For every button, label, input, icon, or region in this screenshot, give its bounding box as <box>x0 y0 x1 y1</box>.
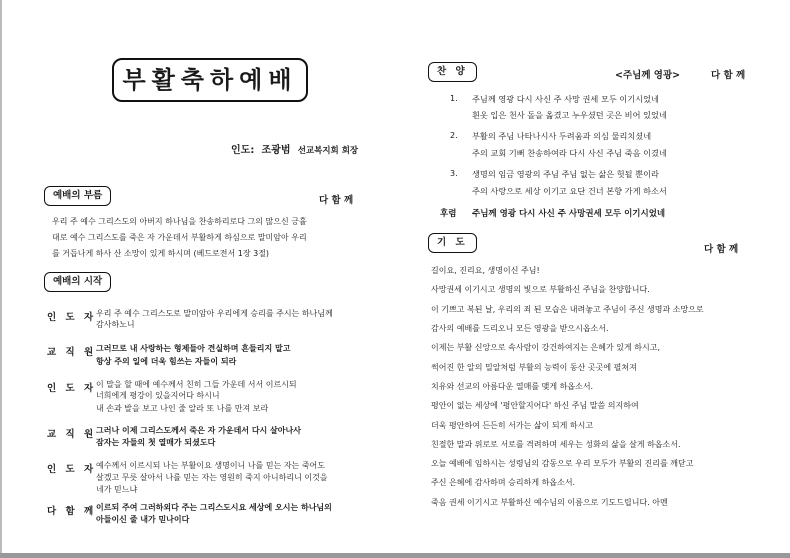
opening-line-5-1: 예수께서 이르시되 나는 부활이요 생명이니 나를 믿는 자는 죽어도 <box>96 461 325 470</box>
opening-line-4-1: 그러나 이제 그리스도께서 죽은 자 가운데서 다시 살아나사 <box>96 426 301 435</box>
opening-line-4-2: 잠자는 자들의 첫 열매가 되셨도다 <box>96 438 216 447</box>
call-to-worship-response: 다 함 께 <box>319 195 354 206</box>
page-title: 부활축하예배 <box>112 58 308 102</box>
hymn-heading: 찬 양 <box>428 62 477 82</box>
opening-who-4: 교 직 원 <box>47 429 97 440</box>
opening-line-6-2: 아들이신 줄 내가 믿나이다 <box>96 515 190 524</box>
hymn-response: 다 함 께 <box>711 70 746 81</box>
scan-edge-left <box>0 0 2 558</box>
hymn-verse-2-line-2: 주의 교회 기뻐 찬송하여라 다시 사신 주님 죽음 이겼네 <box>472 148 667 158</box>
hymn-verse-number-2: 2. <box>450 131 458 140</box>
prayer-line-12: 주신 은혜에 감사하며 승리하게 하옵소서. <box>431 478 576 487</box>
call-to-worship-line-2: 대로 예수 그리스도를 죽은 자 가운데서 부활하게 하심으로 말미암아 우리 <box>52 233 307 242</box>
prayer-line-5: 이제는 부활 신앙으로 속사람이 강건하여지는 은혜가 있게 하시고, <box>431 343 660 352</box>
prayer-line-3: 이 기쁘고 복된 날, 우리의 죄 된 모습은 내려놓고 주님이 주신 생명과 소망으로 <box>431 305 704 314</box>
opening-who-6: 다 함 께 <box>47 506 97 517</box>
prayer-line-13: 죽음 권세 이기시고 부활하신 예수님의 이름으로 기도드립니다. 아멘 <box>431 498 668 507</box>
prayer-line-9: 더욱 평안하여 든든히 서가는 삶이 되게 하시고 <box>431 421 594 430</box>
call-to-worship-line-1: 우리 주 예수 그리스도의 아버지 하나님을 찬송하리로다 그의 많으신 긍휼 <box>52 217 307 226</box>
hymn-refrain: 주님께 영광 다시 사신 주 사망권세 모두 이기시었네 <box>472 209 666 219</box>
call-to-worship-heading: 예배의 부름 <box>44 186 111 206</box>
opening-line-2-2: 항상 주의 일에 더욱 힘쓰는 자들이 되라 <box>96 357 237 366</box>
hymn-verse-3-line-2: 주의 사랑으로 세상 이기고 요단 건너 본향 가게 하소서 <box>472 186 667 196</box>
opening-line-1-2: 감사하노니 <box>96 320 135 329</box>
opening-who-3: 인 도 자 <box>47 383 97 394</box>
opening-line-5-3: 네가 믿느냐 <box>96 485 138 494</box>
prayer-line-6: 썩어진 한 알의 밀알처럼 부활의 능력이 동산 곳곳에 펼쳐져 <box>431 363 637 372</box>
opening-line-6-1: 이르되 주여 그러하외다 주는 그리스도시요 세상에 오시는 하나님의 <box>96 503 332 512</box>
leader-label: 인도: <box>231 145 255 156</box>
opening-line-3-2: 너희에게 평강이 있을지어다 하시니 <box>96 391 220 400</box>
hymn-verse-number-1: 1. <box>450 94 458 103</box>
opening-line-1-1: 우리 주 예수 그리스도로 말미암아 우리에게 승리를 주시는 하나님께 <box>96 309 333 318</box>
prayer-line-4: 감사의 예배를 드리오니 모든 영광을 받으시옵소서. <box>431 324 609 333</box>
prayer-response: 다 함 께 <box>704 244 739 255</box>
prayer-line-10: 친절한 말과 위로로 서로를 격려하며 세우는 성화의 삶을 살게 하옵소서. <box>431 440 681 449</box>
leader-title: 선교복지회 회장 <box>297 146 359 156</box>
prayer-heading: 기 도 <box>428 233 477 253</box>
prayer-line-2: 사망권세 이기시고 생명의 빛으로 부활하신 주님을 찬양합니다. <box>431 285 650 294</box>
hymn-verse-1-line-2: 흰옷 입은 천사 돌을 옮겼고 누우셨던 곳은 비어 있었네 <box>472 110 667 120</box>
opening-who-2: 교 직 원 <box>47 347 97 358</box>
scan-edge-bottom <box>0 553 790 558</box>
prayer-line-7: 치유와 선교의 아름다운 열매를 맺게 하옵소서. <box>431 382 594 391</box>
hymn-refrain-label: 후렴 <box>440 209 457 219</box>
opening-line-3-3: 내 손과 발을 보고 나인 줄 알라 또 나를 만져 보라 <box>96 404 269 413</box>
hymn-verse-number-3: 3. <box>450 169 458 178</box>
opening-heading: 예배의 시작 <box>44 272 111 292</box>
hymn-verse-2-line-1: 부활의 주님 나타나시사 두려움과 의심 물리치셨네 <box>472 131 652 141</box>
prayer-line-8: 평안이 없는 세상에 '평안할지어다' 하신 주님 말씀 의지하여 <box>431 401 639 410</box>
opening-who-1: 인 도 자 <box>47 312 97 323</box>
hymn-verse-3-line-1: 생명의 임금 영광의 주님 주님 없는 삶은 헛될 뿐이라 <box>472 169 659 179</box>
opening-line-2-1: 그러므로 내 사랑하는 형제들아 견실하며 흔들리지 말고 <box>96 344 291 353</box>
leader-name: 조광범 <box>261 145 291 156</box>
call-to-worship-line-3: 를 거듭나게 하사 산 소망이 있게 하시며 (베드로전서 1장 3절) <box>52 249 270 258</box>
opening-who-5: 인 도 자 <box>47 464 97 475</box>
hymn-verse-1-line-1: 주님께 영광 다시 사신 주 사망 권세 모두 이기시었네 <box>472 94 659 104</box>
prayer-line-11: 오늘 예배에 임하시는 성령님의 감동으로 우리 모두가 부활의 진리를 깨닫고 <box>431 459 694 468</box>
opening-line-3-1: 이 말을 할 때에 예수께서 친히 그들 가운데 서서 이르시되 <box>96 380 297 389</box>
hymn-title: <주님께 영광> <box>615 70 681 81</box>
opening-line-5-2: 살겠고 무릇 살아서 나를 믿는 자는 영원히 죽지 아니하리니 이것을 <box>96 473 328 482</box>
prayer-line-1: 길이요, 진리요, 생명이신 주님! <box>431 266 540 275</box>
leader-line <box>231 141 358 156</box>
